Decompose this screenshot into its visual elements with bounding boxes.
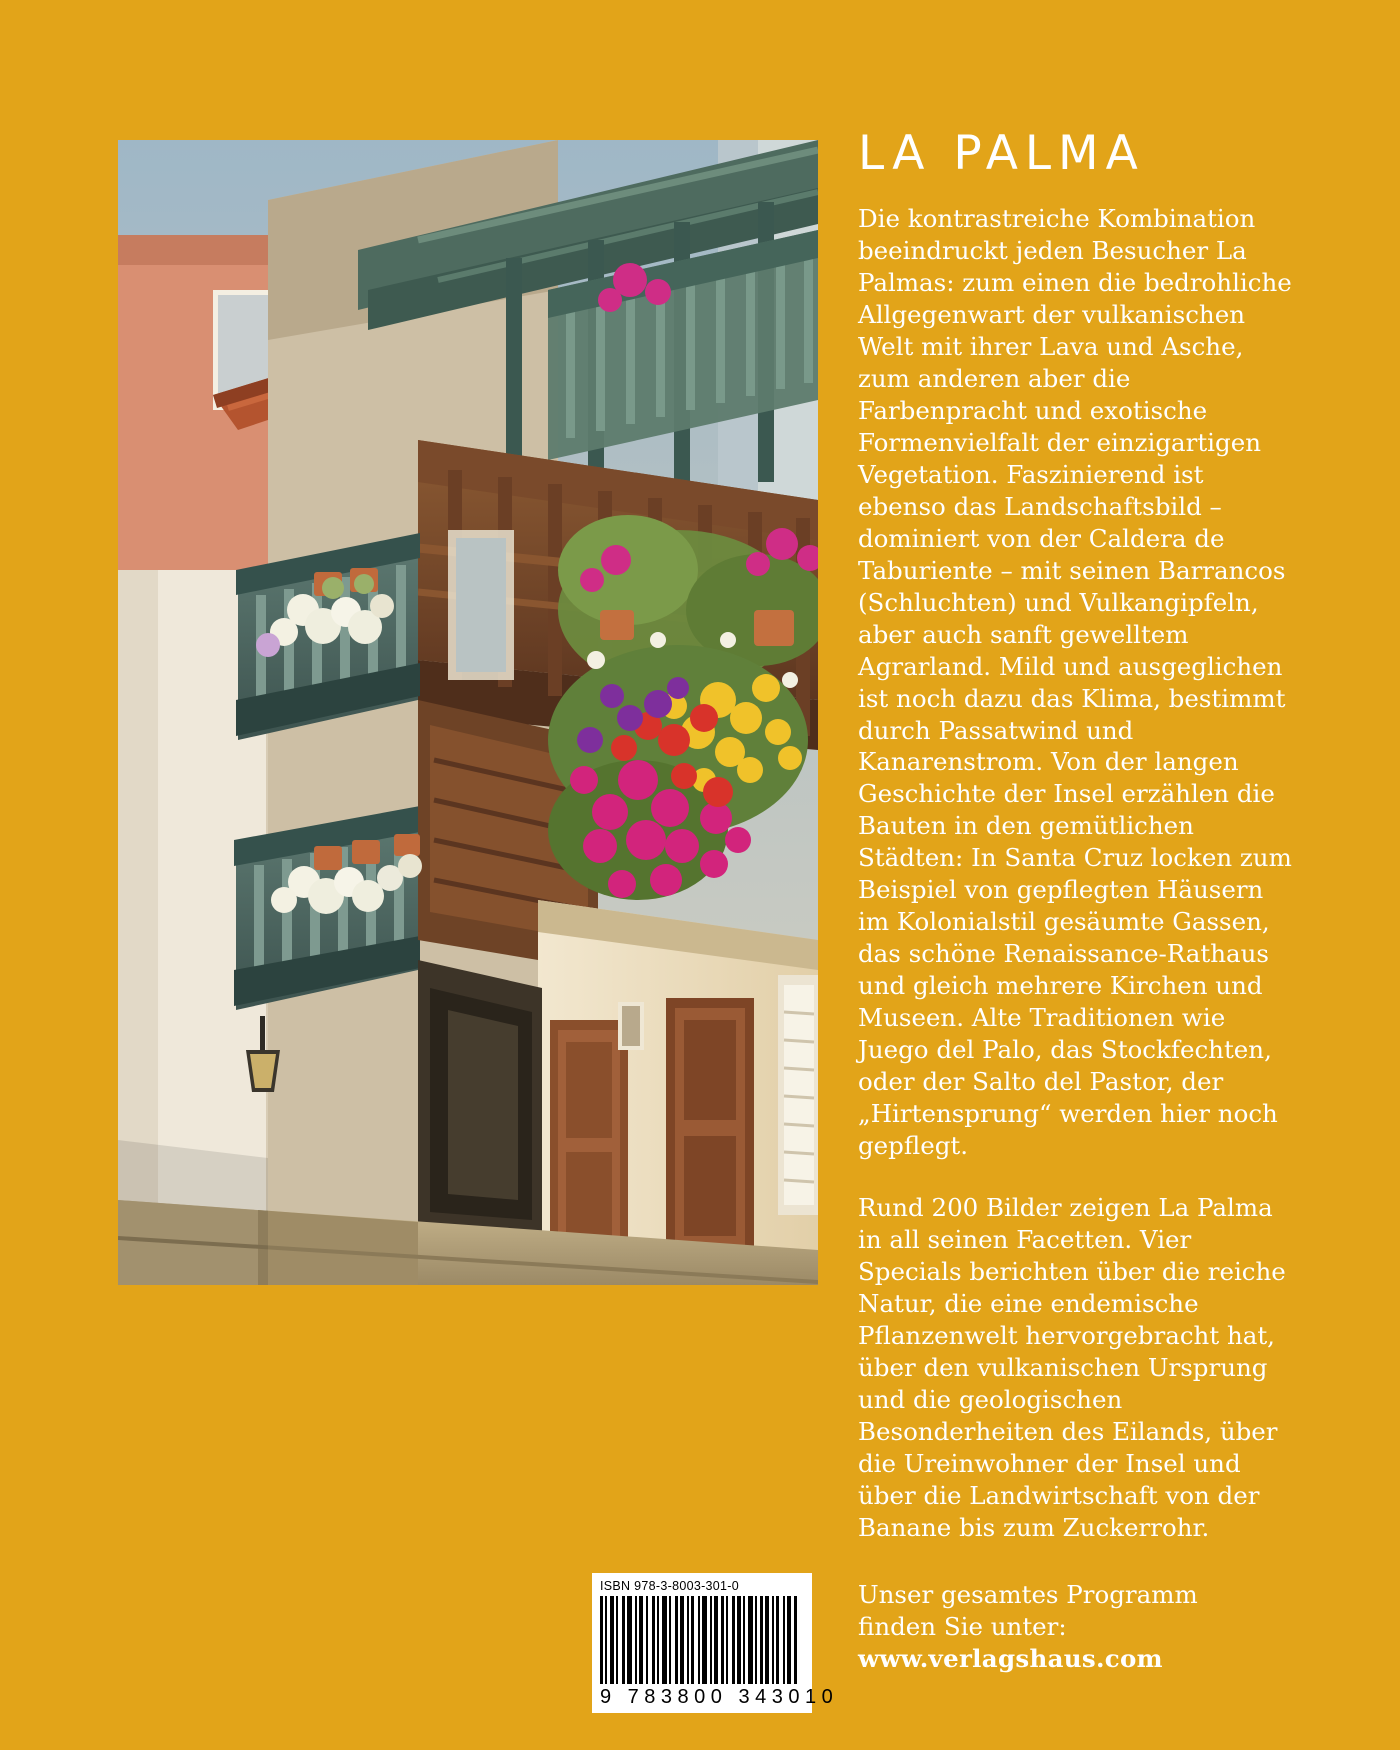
promo-line-1: Unser gesamtes Programm bbox=[858, 1580, 1198, 1609]
publisher-promo bbox=[858, 1579, 1338, 1675]
publisher-url[interactable]: www.verlagshaus.com bbox=[858, 1643, 1163, 1673]
cover-photo-illustration bbox=[118, 140, 818, 1285]
ean-digits: 9 783800 343010 bbox=[600, 1686, 839, 1708]
barcode-bars bbox=[600, 1596, 804, 1684]
promo-line-2: finden Sie unter: bbox=[858, 1611, 1067, 1641]
blurb-paragraph-1: Die kontrastreiche Kombination beeindruckt jeden Besucher La Palmas: zum einen die bedrohliche Allgegenwart der vulkanischen Welt mit ihrer Lava und Asche, zum anderen aber die Farbenpracht und exotische Formenvielfalt der einzigartigen Vegetation. Faszinierend ist ebenso das Landschaftsbild – dominiert von der Caldera de Taburiente – mit seinen Barrancos (Schluchten) und Vulkangipfeln, aber auch sanft gewelltem Agrarland. Mild und ausgeglichen ist noch dazu das Klima, bestimmt durch Passatwind und Kanarenstrom. Von der langen Geschichte der Insel erzählen die Bauten in den gemütlichen Städten: In Santa Cruz locken zum Beispiel von gepflegten Häusern im Kolonialstil gesäumte Gassen, das schöne Renaissance-Rathaus und gleich mehrere Kirchen und Museen. Alte Traditionen wie Juego del Palo, das Stockfechten, oder der Salto del Pastor, der „Hirtensprung“ werden hier noch gepflegt. bbox=[858, 204, 1292, 1161]
isbn-label: ISBN 978-3-8003-301-0 bbox=[600, 1579, 740, 1593]
barcode bbox=[592, 1573, 839, 1713]
cover-footer bbox=[0, 1565, 1400, 1750]
cover-photo bbox=[118, 140, 818, 1285]
blurb-paragraph-2: Rund 200 Bilder zeigen La Palma in all seinen Facetten. Vier Specials berichten über die reiche Natur, die eine endemische Pflanzenwelt hervorgebracht hat, über den vulkanischen Ursprung und die geologischen Besonderheiten des Eilands, über die Ureinwohner der Insel und über die Landwirtschaft von der Banane bis zum Zuckerrohr. bbox=[858, 1193, 1286, 1542]
page-title: LA PALMA bbox=[858, 126, 1145, 181]
cover-text-column bbox=[858, 126, 1298, 1544]
